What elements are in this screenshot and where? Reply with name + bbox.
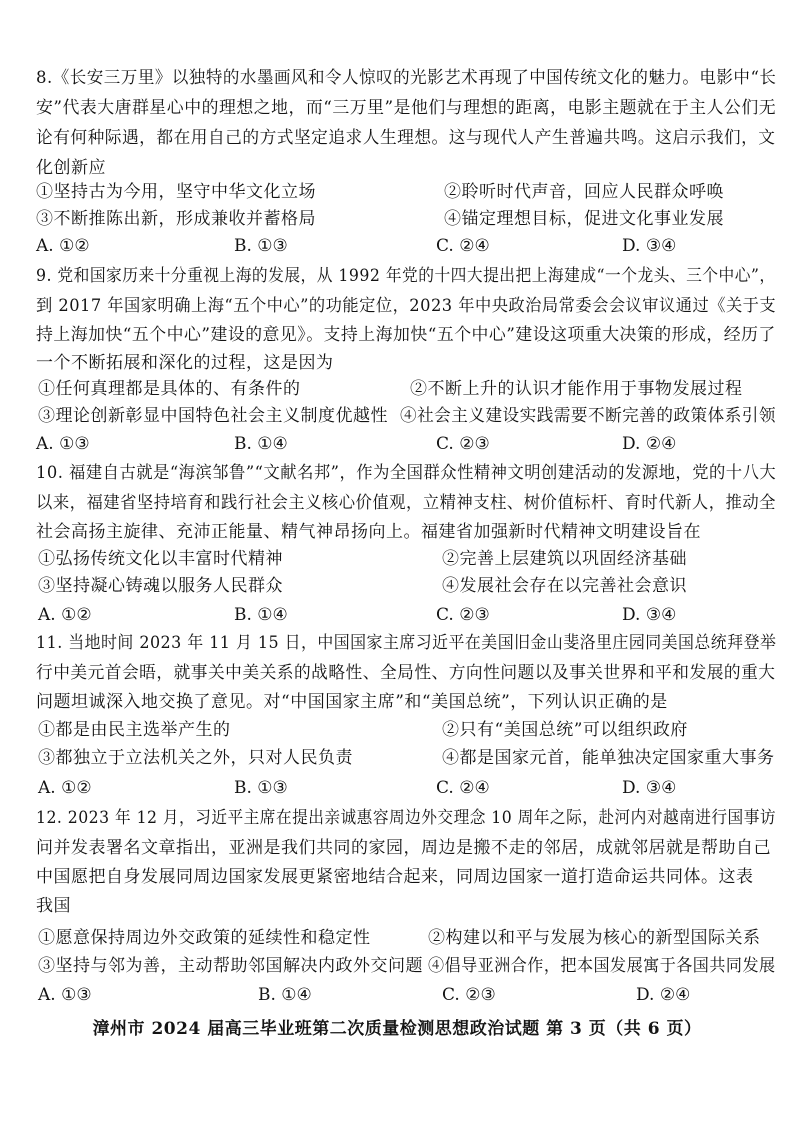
answer-a[interactable]: A. ①② [38, 605, 92, 625]
answer-a[interactable]: A. ①③ [38, 985, 92, 1005]
statement-4: ④锚定理想目标，促进文化事业发展 [444, 209, 724, 229]
question-text-line: 问题坦诚深入地交换了意见。对“中国国家主席”和“美国总统”，下列认识正确的是 [36, 692, 668, 712]
answer-d[interactable]: D. ②④ [636, 985, 691, 1005]
answer-c[interactable]: C. ②④ [436, 236, 490, 256]
question-text-line: 一个不断拓展和深化的过程，这是因为 [36, 353, 334, 373]
question-text-line: 持上海加快“五个中心”建设的意见》。支持上海加快“五个中心”建设这项重大决策的形成，经历了 [36, 325, 776, 345]
statement-4: ④倡导亚洲合作，把本国发展寓于各国共同发展 [428, 956, 776, 976]
question-text-line: 8.《长安三万里》以独特的水墨画风和令人惊叹的光影艺术再现了中国传统文化的魅力。电影中“长 [36, 68, 777, 88]
answer-a[interactable]: A. ①② [38, 778, 92, 798]
question-text-line: 9. 党和国家历来十分重视上海的发展，从 1992 年党的十四大提出把上海建成“一个龙头、三个中心”， [36, 266, 776, 286]
answer-c[interactable]: C. ②③ [442, 985, 496, 1005]
page-footer: 漳州市 2024 届高三毕业班第二次质量检测思想政治试题 第 3 页（共 6 页） [92, 1019, 702, 1039]
answer-d[interactable]: D. ③④ [622, 778, 677, 798]
statement-3: ③理论创新彰显中国特色社会主义制度优越性 [38, 406, 388, 426]
question-text-line: 问并发表署名文章指出，亚洲是我们共同的家园，周边是搬不走的邻居，成就邻居就是帮助自己 [36, 838, 771, 858]
question-text-line: 到 2017 年国家明确上海“五个中心”的功能定位，2023 年中央政治局常委会会议审议通过《关于支 [36, 296, 777, 316]
answer-a[interactable]: A. ①③ [36, 434, 90, 454]
statement-4: ④都是国家元首，能单独决定国家重大事务 [442, 748, 775, 768]
question-text-line: 论有何种际遇，都在用自己的方式坚定追求人生理想。这与现代人产生普遍共鸣。这启示我们，文 [36, 128, 776, 148]
question-text-line: 12. 2023 年 12 月，习近平主席在提出亲诚惠容周边外交理念 10 周年之际，赴河内对越南进行国事访 [36, 808, 776, 828]
answer-c[interactable]: C. ②③ [436, 434, 490, 454]
statement-4: ④发展社会存在以完善社会意识 [442, 576, 687, 596]
question-text-line: 中国愿把自身发展同周边国家发展更紧密地结合起来，同周边国家一道打造命运共同体。这表 [36, 867, 754, 887]
answer-d[interactable]: D. ②④ [622, 434, 677, 454]
question-text-line: 10. 福建自古就是“海滨邹鲁”“文献名邦”，作为全国群众性精神文明创建活动的发源地，党的十八大 [36, 463, 777, 483]
question-text-line: 化创新应 [36, 158, 106, 178]
statement-2: ②构建以和平与发展为核心的新型国际关系 [428, 928, 761, 948]
answer-d[interactable]: D. ③④ [622, 236, 677, 256]
statement-2: ②完善上层建筑以巩固经济基础 [442, 549, 687, 569]
question-text-line: 我国 [36, 896, 71, 916]
statement-2: ②只有“美国总统”可以组织政府 [442, 720, 688, 740]
statement-1: ①都是由民主选举产生的 [38, 720, 231, 740]
statement-1: ①弘扬传统文化以丰富时代精神 [38, 549, 283, 569]
statement-3: ③坚持凝心铸魂以服务人民群众 [38, 576, 283, 596]
question-text-line: 11. 当地时间 2023 年 11 月 15 日，中国国家主席习近平在美国旧金山斐洛里庄园同美国总统拜登举 [36, 633, 777, 653]
answer-c[interactable]: C. ②③ [436, 605, 490, 625]
statement-3: ③不断推陈出新，形成兼收并蓄格局 [36, 209, 316, 229]
answer-b[interactable]: B. ①④ [234, 605, 288, 625]
answer-b[interactable]: B. ①④ [258, 985, 312, 1005]
statement-4: ④社会主义建设实践需要不断完善的政策体系引领 [400, 406, 776, 426]
answer-b[interactable]: B. ①③ [234, 236, 288, 256]
statement-1: ①坚持古为今用，坚守中华文化立场 [36, 182, 316, 202]
question-text-line: 安”代表大唐群星心中的理想之地，而“三万里”是他们与理想的距离，电影主题就在于主人公们无 [36, 98, 777, 118]
statement-1: ①愿意保持周边外交政策的延续性和稳定性 [38, 928, 371, 948]
statement-2: ②聆听时代声音，回应人民群众呼唤 [444, 182, 724, 202]
question-text-line: 社会高扬主旋律、充沛正能量、精气神昂扬向上。福建省加强新时代精神文明建设旨在 [36, 522, 701, 542]
question-text-line: 行中美元首会晤，就事关中美关系的战略性、全局性、方向性问题以及事关世界和平和发展的重大 [36, 663, 776, 683]
answer-c[interactable]: C. ②④ [436, 778, 490, 798]
statement-1: ①任何真理都是具体的、有条件的 [38, 379, 301, 399]
answer-b[interactable]: B. ①④ [234, 434, 288, 454]
statement-3: ③坚持与邻为善，主动帮助邻国解决内政外交问题 [38, 956, 423, 976]
question-text-line: 以来，福建省坚持培育和践行社会主义核心价值观，立精神支柱、树价值标杆、育时代新人，推动全 [36, 493, 776, 513]
answer-a[interactable]: A. ①② [36, 236, 90, 256]
statement-2: ②不断上升的认识才能作用于事物发展过程 [410, 379, 743, 399]
answer-b[interactable]: B. ①③ [234, 778, 288, 798]
statement-3: ③都独立于立法机关之外，只对人民负责 [38, 748, 353, 768]
answer-d[interactable]: D. ③④ [622, 605, 677, 625]
